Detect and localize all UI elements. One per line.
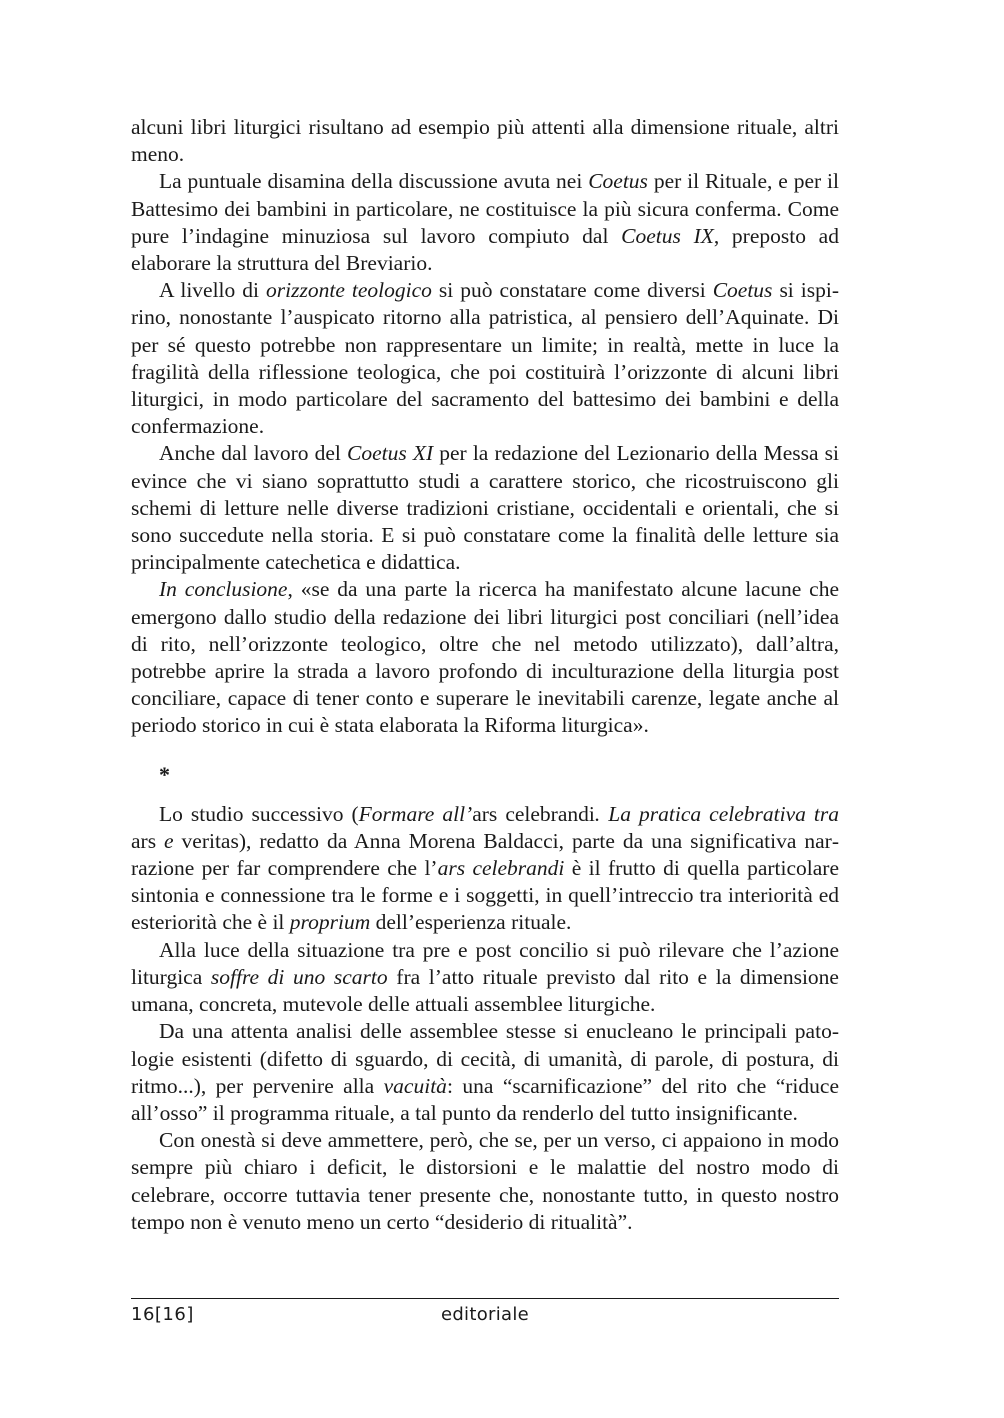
- text-block-after-separator: [131, 801, 839, 1236]
- paragraph-p3: [131, 277, 839, 440]
- text-run: per il Rituale, e per il Battesimo dei bambini in particolare, ne costituisce la più sicura conferma. Come pure l’indagine minuziosa sul lavoro compiuto dal: [131, 169, 839, 248]
- footer-rule: [131, 1298, 839, 1299]
- paragraph-p6: [131, 801, 839, 937]
- text-run: ars: [131, 828, 165, 853]
- text-run: fra l’atto rituale previsto dal rito e la dimensione umana, concreta, mutevole delle attuali assemblee liturgiche.: [131, 964, 839, 1017]
- italic-text: In conclusione: [159, 577, 288, 602]
- text-run: Alla luce della situazione tra pre e post concilio si può rilevare che l’azione liturgica: [131, 937, 839, 989]
- text-run: A livello di: [159, 278, 267, 303]
- italic-text: Formare all’: [358, 801, 473, 826]
- text-run: ars celebrandi: [472, 801, 595, 826]
- italic-text: . La pratica celebrativa tra: [594, 801, 839, 826]
- italic-text: soffre di uno scarto: [210, 964, 388, 989]
- text-run: Lo studio successivo (: [159, 801, 359, 826]
- page-number: 16[16]: [131, 1304, 194, 1325]
- italic-text: Coetus XI: [347, 441, 434, 466]
- paragraph-p9: [131, 1127, 839, 1236]
- italic-text: orizzonte teologico: [266, 278, 432, 303]
- italic-text: Coetus IX: [621, 223, 714, 248]
- text-run: Anche dal lavoro del: [159, 441, 348, 466]
- text-run: per la redazione del Lezionario della Messa si evince che vi siano soprattutto studi a carattere storico, che ricostruiscono gli schemi di letture nelle diverse tradizioni cristiane, occidentali e orientali, che si sono succedute nella storia. E si può constatare come la finalità delle letture sia principalmente catechetica e didattica.: [131, 441, 839, 575]
- section-separator: *: [159, 761, 170, 787]
- page-footer: [131, 1303, 839, 1329]
- text-run: , «se da una parte la ricerca ha manifestato alcune lacune che emergono dallo studio della redazione dei libri liturgici post conciliari (nell’idea di rito, nell’orizzonte teologico, oltre che nel metodo utilizzato), dall’altra, potrebbe aprire la strada a lavoro profondo di inculturazione della liturgia post conciliare, capace di tener conto e superare le inevitabili carenze, legate anche al periodo storico in cui è stata elaborata la Riforma liturgica».: [131, 577, 840, 738]
- paragraph-p7: [131, 937, 839, 1019]
- italic-text: vacuità: [383, 1073, 447, 1098]
- text-block-before-separator: [131, 114, 839, 740]
- page-body: [131, 114, 839, 1236]
- italic-text: Coetus: [712, 278, 773, 303]
- text-run: La puntuale disamina della discussione avuta nei: [159, 169, 589, 194]
- italic-text: ars celebrandi: [437, 856, 565, 881]
- paragraph-p1: [131, 114, 839, 168]
- italic-text: proprium: [289, 910, 371, 935]
- text-run: si ispirino, nonostante l’auspicato ritorno alla patristica, al pensiero dell’Aquinate. Di per sé questo potrebbe non rappresentare un limite; in realtà, mette in luce la fragilità della riflessione teologica, che poi costituirà l’orizzonte di alcuni libri liturgici, in modo particolare del sacramento del battesimo dei bambini e della confermazione.: [131, 278, 840, 439]
- text-run: dell’esperienza rituale.: [370, 910, 572, 935]
- italic-text: e: [164, 828, 174, 853]
- text-run: : una “scarnificazione” del rito che “riduce all’osso” il programma rituale, a tal punto da renderlo del tutto insignificante.: [131, 1073, 839, 1125]
- text-run: si può constatare come diversi: [431, 278, 713, 303]
- text-run: Con onestà si deve ammettere, però, che se, per un verso, ci appaiono in modo sempre più chiaro i deficit, le distorsioni e le malattie del nostro modo di celebrare, occorre tuttavia tener presente che, nonostante tutto, in questo nostro tempo non è venuto meno un certo “desiderio di ritualità”.: [131, 1128, 839, 1234]
- paragraph-p5: [131, 576, 839, 739]
- paragraph-p4: [131, 440, 839, 576]
- text-run: veritas), redatto da Anna Morena Baldacci, parte da una significativa narrazione per far comprendere che l’: [131, 828, 839, 881]
- running-title: editoriale: [440, 1304, 530, 1325]
- italic-text: Coetus: [588, 169, 648, 194]
- paragraph-p2: [131, 168, 839, 277]
- text-run: Da una attenta analisi delle assemblee stesse si enucleano le principali patologie esistenti (difetto di sguardo, di cecità, di umanità, di parole, di postura, di ritmo...), per pervenire alla: [131, 1019, 839, 1098]
- text-run: è il frutto di quella particolare sintonia e connessione tra le forme e i soggetti, in quell’intreccio tra interiorità ed esteriorità che è il: [131, 856, 839, 935]
- text-run: , preposto ad elaborare la struttura del Breviario.: [131, 223, 839, 276]
- paragraph-p8: [131, 1018, 839, 1127]
- text-run: alcuni libri liturgici risultano ad esempio più attenti alla dimensione rituale, altri meno.: [131, 115, 839, 167]
